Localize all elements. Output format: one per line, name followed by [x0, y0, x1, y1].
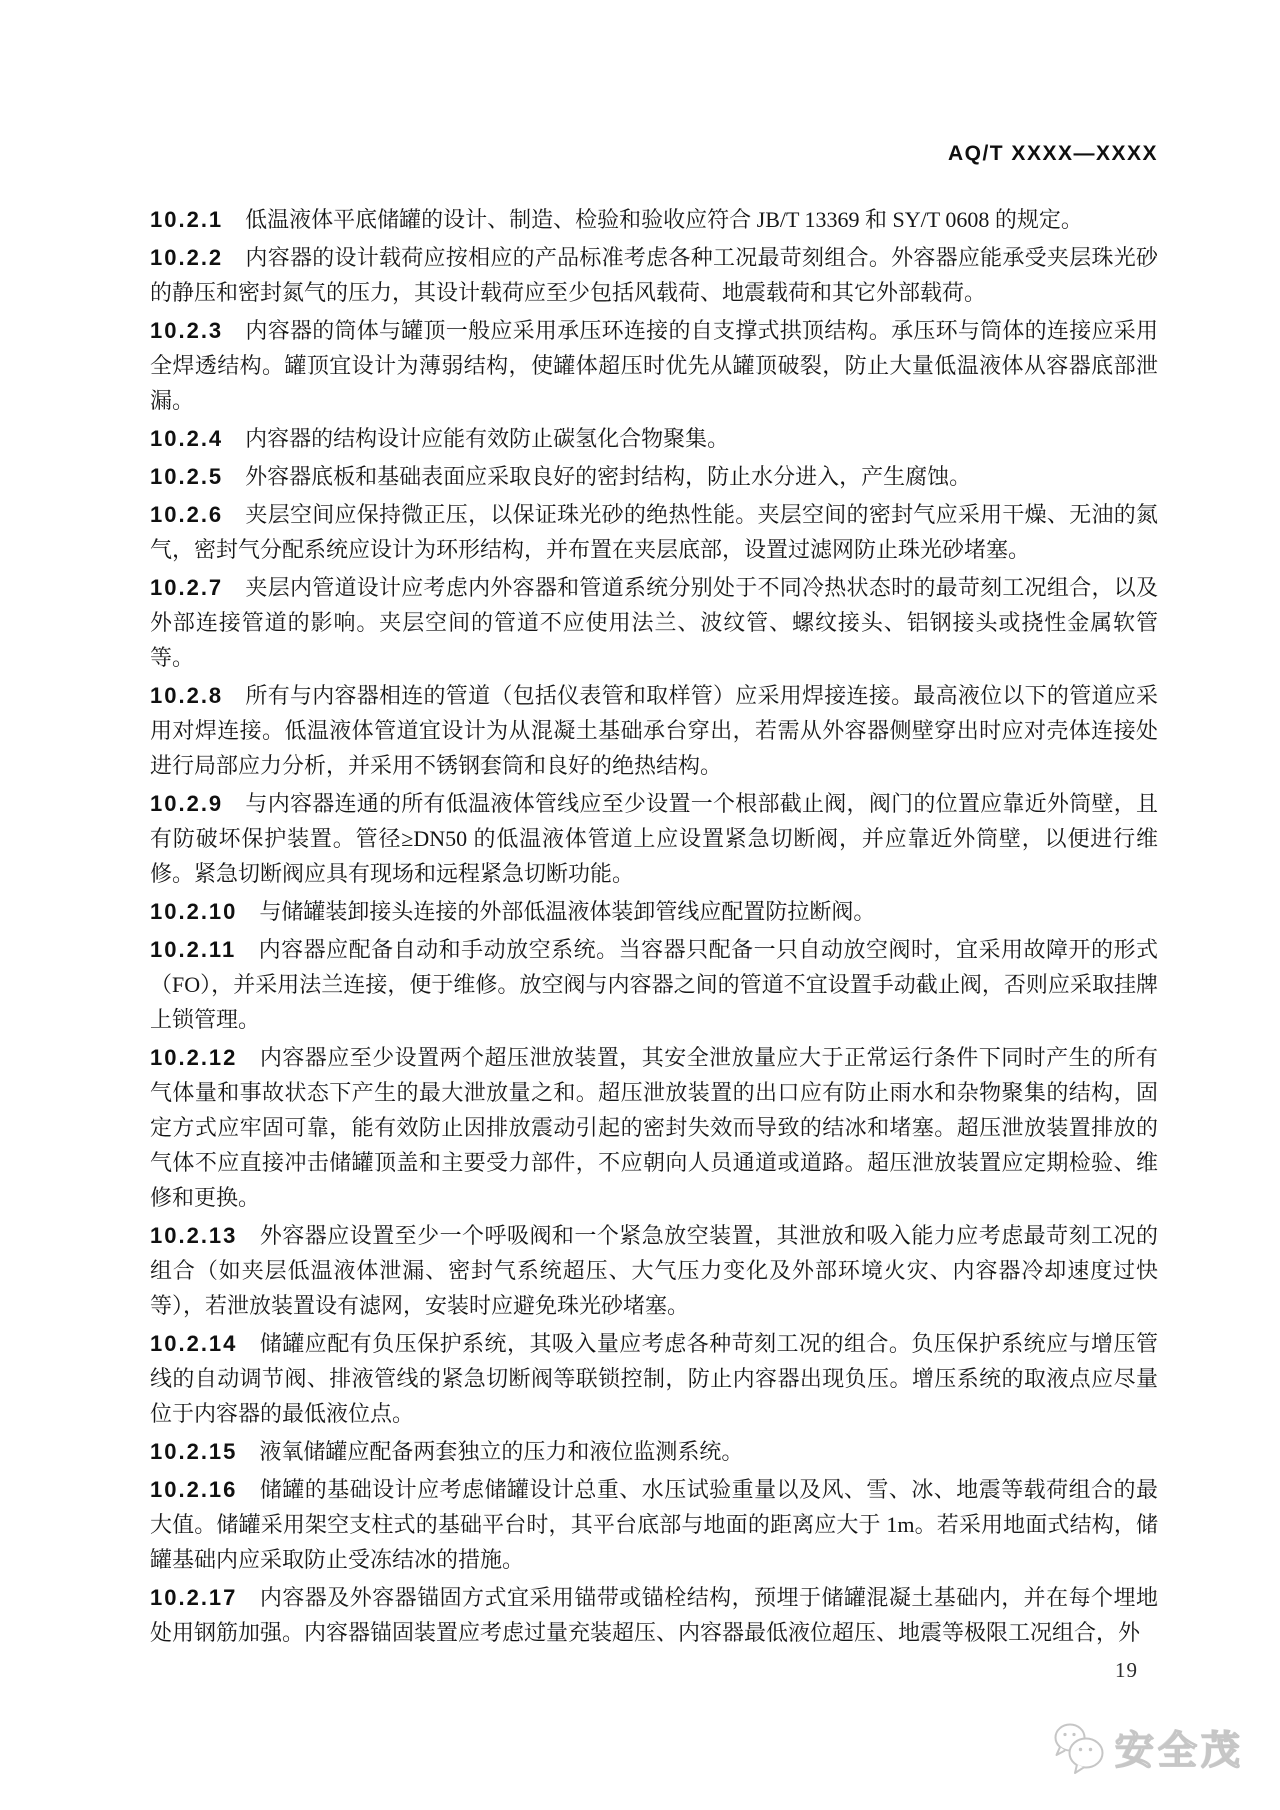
section-paragraph-10.2.13 — [150, 1218, 1158, 1323]
section-paragraph-10.2.11 — [150, 932, 1158, 1037]
section-text: 低温液体平底储罐的设计、制造、检验和验收应符合 JB/T 13369 和 SY/T 0608 的规定。 — [245, 207, 1083, 232]
chat-bubbles-icon — [1049, 1722, 1107, 1774]
section-text: 内容器的设计载荷应按相应的产品标准考虑各种工况最苛刻组合。外容器应能承受夹层珠光砂的静压和密封氮气的压力，其设计载荷应至少包括风载荷、地震载荷和其它外部载荷。 — [150, 245, 1158, 305]
section-number: 10.2.1 — [150, 207, 224, 232]
section-text: 内容器的结构设计应能有效防止碳氢化合物聚集。 — [245, 426, 730, 451]
section-paragraph-10.2.8 — [150, 678, 1158, 783]
section-paragraph-10.2.2 — [150, 240, 1158, 310]
standard-code-header: AQ/T XXXX—XXXX — [947, 142, 1158, 165]
section-paragraph-10.2.3 — [150, 313, 1158, 418]
section-number: 10.2.7 — [150, 575, 224, 600]
section-paragraph-10.2.7 — [150, 570, 1158, 675]
section-paragraph-10.2.16 — [150, 1472, 1158, 1577]
section-number: 10.2.12 — [150, 1045, 238, 1070]
document-body — [150, 202, 1158, 1653]
section-paragraph-10.2.5 — [150, 459, 1158, 494]
section-paragraph-10.2.14 — [150, 1326, 1158, 1431]
section-text: 夹层空间应保持微正压，以保证珠光砂的绝热性能。夹层空间的密封气应采用干燥、无油的氮气，密封气分配系统应设计为环形结构，并布置在夹层底部，设置过滤网防止珠光砂堵塞。 — [150, 502, 1158, 562]
section-number: 10.2.10 — [150, 899, 238, 924]
section-text: 内容器应配备自动和手动放空系统。当容器只配备一只自动放空阀时，宜采用故障开的形式（FO），并采用法兰连接，便于维修。放空阀与内容器之间的管道不宜设置手动截止阀，否则应采取挂牌上锁管理。 — [150, 937, 1158, 1032]
section-paragraph-10.2.6 — [150, 497, 1158, 567]
section-text: 液氧储罐应配备两套独立的压力和液位监测系统。 — [259, 1439, 744, 1464]
page-number: 19 — [1115, 1658, 1138, 1682]
section-text: 储罐应配有负压保护系统，其吸入量应考虑各种苛刻工况的组合。负压保护系统应与增压管线的自动调节阀、排液管线的紧急切断阀等联锁控制，防止内容器出现负压。增压系统的取液点应尽量位于内容器的最低液位点。 — [150, 1331, 1158, 1426]
section-number: 10.2.2 — [150, 245, 224, 270]
section-text: 与内容器连通的所有低温液体管线应至少设置一个根部截止阀，阀门的位置应靠近外筒壁，且有防破坏保护装置。管径≥DN50 的低温液体管道上应设置紧急切断阀，并应靠近外筒壁，以便进行维修。紧急切断阀应具有现场和远程紧急切断功能。 — [150, 791, 1158, 886]
section-text: 所有与内容器相连的管道（包括仪表管和取样管）应采用焊接连接。最高液位以下的管道应采用对焊连接。低温液体管道宜设计为从混凝土基础承台穿出，若需从外容器侧壁穿出时应对壳体连接处进行局部应力分析，并采用不锈钢套筒和良好的绝热结构。 — [150, 683, 1158, 778]
section-number: 10.2.3 — [150, 318, 224, 343]
section-text: 外容器应设置至少一个呼吸阀和一个紧急放空装置，其泄放和吸入能力应考虑最苛刻工况的组合（如夹层低温液体泄漏、密封气系统超压、大气压力变化及外部环境火灾、内容器冷却速度过快等），若泄放装置设有滤网，安装时应避免珠光砂堵塞。 — [150, 1223, 1158, 1318]
section-number: 10.2.14 — [150, 1331, 238, 1356]
section-paragraph-10.2.9 — [150, 786, 1158, 891]
section-number: 10.2.11 — [150, 937, 237, 962]
section-number: 10.2.15 — [150, 1439, 238, 1464]
section-text: 夹层内管道设计应考虑内外容器和管道系统分别处于不同冷热状态时的最苛刻工况组合，以及外部连接管道的影响。夹层空间的管道不应使用法兰、波纹管、螺纹接头、铝钢接头或挠性金属软管等。 — [150, 575, 1158, 670]
section-paragraph-10.2.1 — [150, 202, 1158, 237]
section-number: 10.2.16 — [150, 1477, 238, 1502]
section-text: 内容器及外容器锚固方式宜采用锚带或锚栓结构，预埋于储罐混凝土基础内，并在每个埋地处用钢筋加强。内容器锚固装置应考虑过量充装超压、内容器最低液位超压、地震等极限工况组合，外 — [150, 1585, 1158, 1645]
watermark-text: 安全茂 — [1114, 1730, 1244, 1773]
section-text: 外容器底板和基础表面应采取良好的密封结构，防止水分进入，产生腐蚀。 — [245, 464, 972, 489]
section-number: 10.2.6 — [150, 502, 224, 527]
section-paragraph-10.2.12 — [150, 1040, 1158, 1215]
section-number: 10.2.8 — [150, 683, 224, 708]
section-text: 与储罐装卸接头连接的外部低温液体装卸管线应配置防拉断阀。 — [259, 899, 876, 924]
section-number: 10.2.5 — [150, 464, 224, 489]
section-number: 10.2.9 — [150, 791, 224, 816]
section-number: 10.2.17 — [150, 1585, 238, 1610]
section-paragraph-10.2.15 — [150, 1434, 1158, 1469]
watermark — [1049, 1720, 1244, 1776]
section-number: 10.2.4 — [150, 426, 224, 451]
section-text: 内容器应至少设置两个超压泄放装置，其安全泄放量应大于正常运行条件下同时产生的所有气体量和事故状态下产生的最大泄放量之和。超压泄放装置的出口应有防止雨水和杂物聚集的结构，固定方式应牢固可靠，能有效防止因排放震动引起的密封失效而导致的结冰和堵塞。超压泄放装置排放的气体不应直接冲击储罐顶盖和主要受力部件，不应朝向人员通道或道路。超压泄放装置应定期检验、维修和更换。 — [150, 1045, 1158, 1210]
section-text: 储罐的基础设计应考虑储罐设计总重、水压试验重量以及风、雪、冰、地震等载荷组合的最大值。储罐采用架空支柱式的基础平台时，其平台底部与地面的距离应大于 1m。若采用地面式结构，储罐基础内应采取防止受冻结冰的措施。 — [150, 1477, 1158, 1572]
section-paragraph-10.2.17 — [150, 1580, 1158, 1650]
section-paragraph-10.2.10 — [150, 894, 1158, 929]
section-text: 内容器的筒体与罐顶一般应采用承压环连接的自支撑式拱顶结构。承压环与筒体的连接应采用全焊透结构。罐顶宜设计为薄弱结构，使罐体超压时优先从罐顶破裂，防止大量低温液体从容器底部泄漏。 — [150, 318, 1158, 413]
section-number: 10.2.13 — [150, 1223, 238, 1248]
section-paragraph-10.2.4 — [150, 421, 1158, 456]
